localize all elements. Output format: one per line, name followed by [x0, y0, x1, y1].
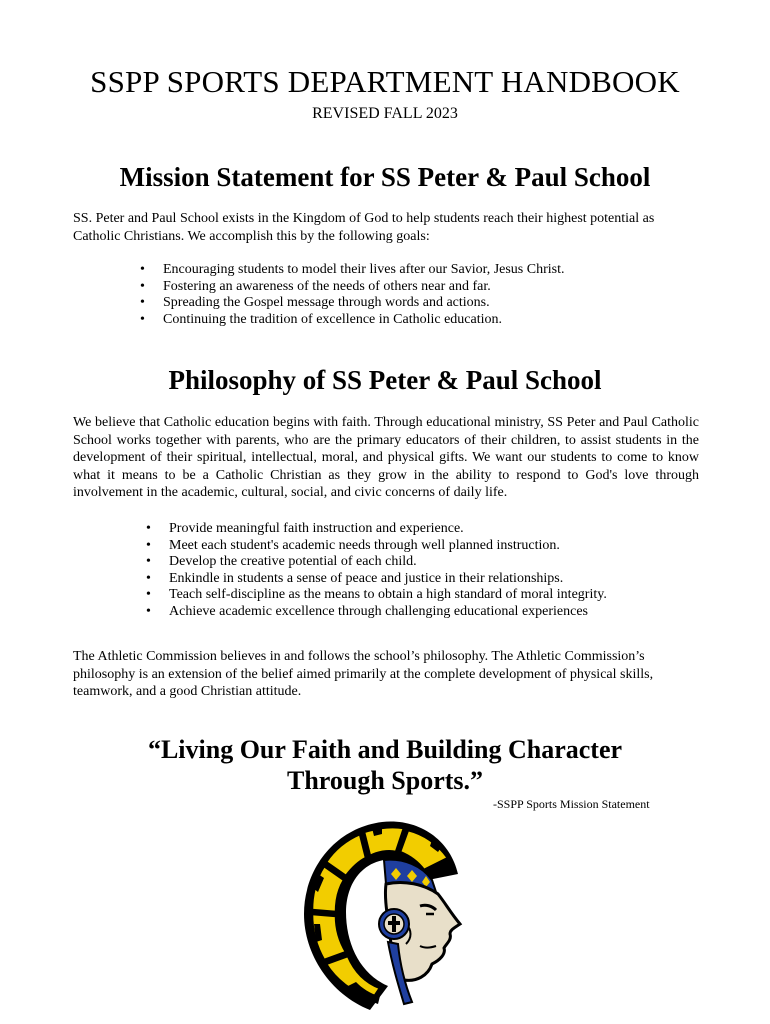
mission-heading: Mission Statement for SS Peter & Paul School — [119, 162, 651, 192]
list-item: • Fostering an awareness of the needs of others near and far. — [140, 279, 564, 296]
philosophy-list — [146, 521, 607, 620]
goals-list — [140, 262, 564, 328]
mascot-headdress-icon — [300, 814, 470, 1019]
list-item: • Encouraging students to model their lives after our Savior, Jesus Christ. — [140, 262, 564, 279]
philosophy-paragraph: We believe that Catholic education begins with faith. Through educational ministry, SS Peter and Paul Catholic School works together with parents, who are the primary educators of their children, to assist students in the development of their spiritual, intellectual, moral, and physical gifts. We want our students to come to know what it means to be a Catholic Christian as they grow in the ability to respond to God's love through involvement in the academic, cultural, social, and civic concerns of daily life. — [73, 415, 699, 500]
list-item: • Develop the creative potential of each child. — [146, 554, 607, 571]
list-item: • Achieve academic excellence through challenging educational experiences — [146, 604, 607, 621]
quote-line-2: Through Sports.” — [286, 766, 484, 795]
athletic-commission-paragraph: The Athletic Commission believes in and follows the school’s philosophy. The Athletic Commission’s philosophy is an extension of the belief aimed primarily at the complete development of physical skills, teamwork, and a good Christian attitude. — [73, 649, 654, 699]
list-item: • Spreading the Gospel message through words and actions. — [140, 295, 564, 312]
list-item: • Continuing the tradition of excellence in Catholic education. — [140, 312, 564, 329]
list-item: • Meet each student's academic needs through well planned instruction. — [146, 538, 607, 555]
quote-attribution: -SSPP Sports Mission Statement — [493, 797, 650, 811]
document-subtitle: REVISED FALL 2023 — [312, 105, 458, 122]
quote-line-1: “Living Our Faith and Building Character — [147, 735, 623, 764]
document-title: SSPP SPORTS DEPARTMENT HANDBOOK — [90, 64, 680, 99]
philosophy-heading: Philosophy of SS Peter & Paul School — [168, 365, 602, 395]
list-item: • Provide meaningful faith instruction and experience. — [146, 521, 607, 538]
list-item: • Enkindle in students a sense of peace and justice in their relationships. — [146, 571, 607, 588]
mission-paragraph: SS. Peter and Paul School exists in the Kingdom of God to help students reach their highest potential as Catholic Christians. We accomplish this by the following goals: — [73, 211, 655, 244]
list-item: • Teach self-discipline as the means to obtain a high standard of moral integrity. — [146, 587, 607, 604]
